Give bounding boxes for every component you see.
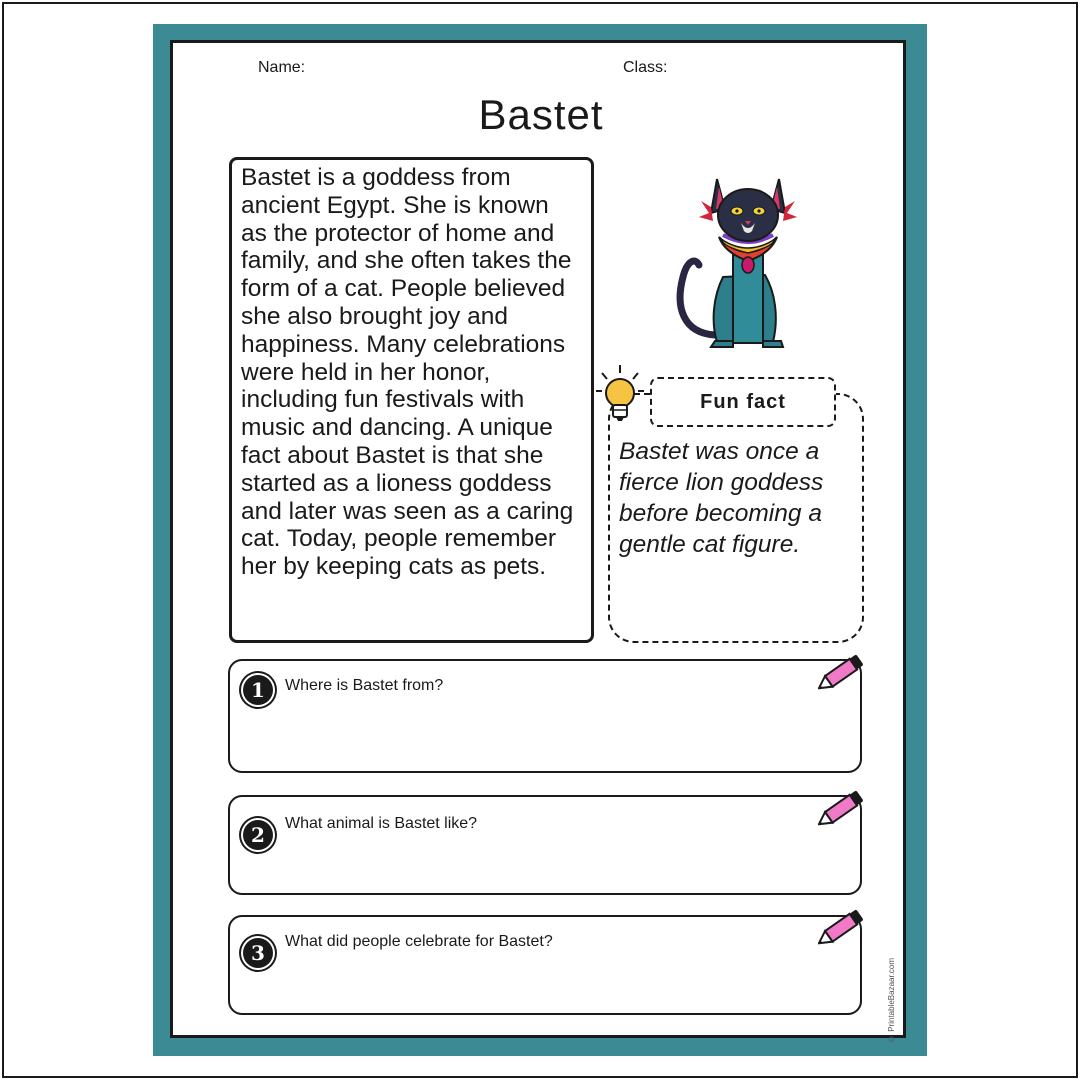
question-2-number: 2	[243, 820, 273, 850]
question-2-text: What animal is Bastet like?	[285, 815, 478, 832]
fun-fact-label: Fun fact	[650, 377, 836, 427]
fun-fact-text: Bastet was once a fierce lion goddess before becoming a gentle cat figure.	[619, 438, 824, 558]
pencil-icon	[818, 905, 868, 949]
cat-illustration-icon	[653, 157, 843, 357]
question-3-text: What did people celebrate for Bastet?	[285, 933, 553, 950]
question-2-answer-box[interactable]	[228, 795, 862, 895]
worksheet-page	[170, 40, 906, 1043]
reading-passage: Bastet is a goddess from ancient Egypt. She is known as the protector of home and family, and she often takes the form of a cat. People believed she also brought joy and happiness. Many celebrations were held in her honor, including fun festivals with music and dancing. A unique fact about Bastet is that she started as a lioness goddess and later was seen as a caring cat. Today, people remember her by keeping cats as pets.	[241, 164, 574, 581]
copyright-notice: © PrintableBazaar.com	[887, 957, 896, 1043]
question-1-text: Where is Bastet from?	[285, 677, 444, 694]
lightbulb-icon	[596, 363, 644, 425]
pencil-icon	[818, 786, 868, 830]
question-3-number: 3	[243, 938, 273, 968]
pencil-icon	[818, 650, 868, 694]
name-label: Name:	[258, 59, 306, 76]
reading-passage-box	[229, 157, 594, 643]
question-1-number: 1	[243, 675, 273, 705]
page-title: Bastet	[478, 91, 604, 138]
class-label: Class:	[623, 59, 668, 76]
question-3-answer-box[interactable]	[228, 915, 862, 1015]
